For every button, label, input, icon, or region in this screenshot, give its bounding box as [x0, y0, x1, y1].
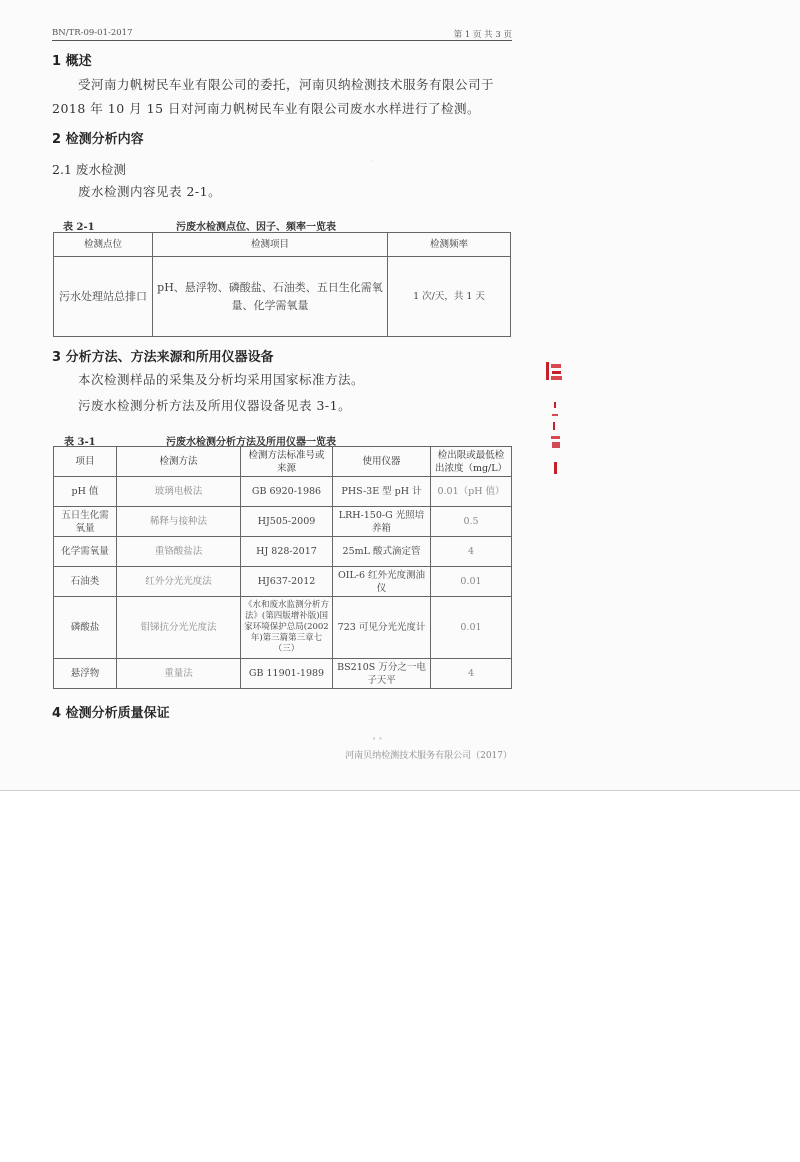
- table-row: [54, 257, 511, 337]
- page-number: 第 1 页 共 3 页: [453, 30, 512, 40]
- table-cell: 25mL 酸式滴定管: [333, 537, 431, 567]
- table-cell: 1 次/天，共 1 天: [388, 257, 511, 337]
- section-1-body: 受河南力帆树民车业有限公司的委托，河南贝纳检测技术服务有限公司于2018 年 10 月 15 日对河南力帆树民车业有限公司废水水样进行了检测。: [52, 77, 495, 116]
- table-header-row: [54, 233, 511, 257]
- table-header-cell: 检测项目: [153, 233, 388, 257]
- table-header-cell: 检出限或最低检出浓度（mg/L）: [431, 447, 512, 477]
- table-cell: 0.01（pH 值）: [431, 477, 512, 507]
- table-row: [54, 537, 512, 567]
- section-3-title: 3 分析方法、方法来源和所用仪器设备: [52, 350, 274, 365]
- table-cell: 4: [431, 537, 512, 567]
- table-row: [54, 477, 512, 507]
- table-row: [54, 507, 512, 537]
- table-cell: LRH-150-G 光照培养箱: [333, 507, 431, 537]
- table-2-1: [53, 232, 511, 337]
- table-cell: 《水和废水监测分析方法》(第四版增补版)国家环境保护总局(2002 年)第三篇第三章七（三）: [241, 597, 333, 659]
- table-cell: HJ637-2012: [241, 567, 333, 597]
- table-cell: 污水处理站总排口: [54, 257, 153, 337]
- section-3-body-2: 污废水检测分析方法及所用仪器设备见表 3-1。: [78, 398, 352, 413]
- table-cell: 重铬酸盐法: [117, 537, 241, 567]
- table-cell: 悬浮物: [54, 659, 117, 689]
- table-cell: GB 11901-1989: [241, 659, 333, 689]
- table-3-1-label: 表 3-1: [64, 437, 96, 448]
- section-2-body: 废水检测内容见表 2-1。: [78, 184, 222, 199]
- blank-area: [0, 791, 800, 1162]
- table-cell: 4: [431, 659, 512, 689]
- table-cell: 化学需氧量: [54, 537, 117, 567]
- table-cell: 石油类: [54, 567, 117, 597]
- table-cell: 0.01: [431, 597, 512, 659]
- table-header-cell: 检测方法: [117, 447, 241, 477]
- table-header-cell: 检测点位: [54, 233, 153, 257]
- table-row: [54, 567, 512, 597]
- table-cell: 重量法: [117, 659, 241, 689]
- table-2-1-label: 表 2-1: [63, 222, 95, 233]
- footer-organization: 河南贝纳检测技术服务有限公司（2017）: [345, 751, 512, 761]
- table-3-1-title: 污废水检测分析方法及所用仪器一览表: [166, 437, 336, 448]
- table-cell: 磷酸盐: [54, 597, 117, 659]
- section-4-title: 4 检测分析质量保证: [52, 706, 170, 721]
- document-code: BN/TR-09-01-2017: [52, 28, 133, 38]
- table-cell: BS210S 万分之一电子天平: [333, 659, 431, 689]
- table-header-cell: 项目: [54, 447, 117, 477]
- red-seal-stamp: [544, 362, 564, 474]
- table-cell: HJ505-2009: [241, 507, 333, 537]
- scan-speck: ˙: [370, 160, 374, 169]
- scan-speck: ∙ ∙: [372, 734, 383, 743]
- table-cell: 五日生化需氧量: [54, 507, 117, 537]
- table-cell: HJ 828-2017: [241, 537, 333, 567]
- table-2-1-title: 污废水检测点位、因子、频率一览表: [176, 222, 336, 233]
- section-1-title: 1 概述: [52, 54, 92, 69]
- table-cell: OIL-6 红外光度测油仪: [333, 567, 431, 597]
- table-cell: 钼锑抗分光光度法: [117, 597, 241, 659]
- table-cell: 0.01: [431, 567, 512, 597]
- table-header-row: [54, 447, 512, 477]
- section-3-body-1: 本次检测样品的采集及分析均采用国家标准方法。: [78, 372, 365, 387]
- table-cell: pH、悬浮物、磷酸盐、石油类、五日生化需氧量、化学需氧量: [153, 257, 388, 337]
- table-cell: pH 值: [54, 477, 117, 507]
- table-cell: 稀释与接种法: [117, 507, 241, 537]
- table-header-cell: 检测频率: [388, 233, 511, 257]
- table-cell: GB 6920-1986: [241, 477, 333, 507]
- header-divider: [52, 40, 512, 41]
- section-2-1-title: 2.1 废水检测: [52, 162, 126, 177]
- table-cell: 玻璃电极法: [117, 477, 241, 507]
- table-cell: 红外分光光度法: [117, 567, 241, 597]
- table-row: [54, 597, 512, 659]
- table-cell: 0.5: [431, 507, 512, 537]
- table-3-1: [53, 446, 512, 689]
- table-cell: 723 可见分光光度计: [333, 597, 431, 659]
- section-2-title: 2 检测分析内容: [52, 132, 144, 147]
- table-header-cell: 检测方法标准号或来源: [241, 447, 333, 477]
- table-header-cell: 使用仪器: [333, 447, 431, 477]
- table-row: [54, 659, 512, 689]
- table-cell: PHS-3E 型 pH 计: [333, 477, 431, 507]
